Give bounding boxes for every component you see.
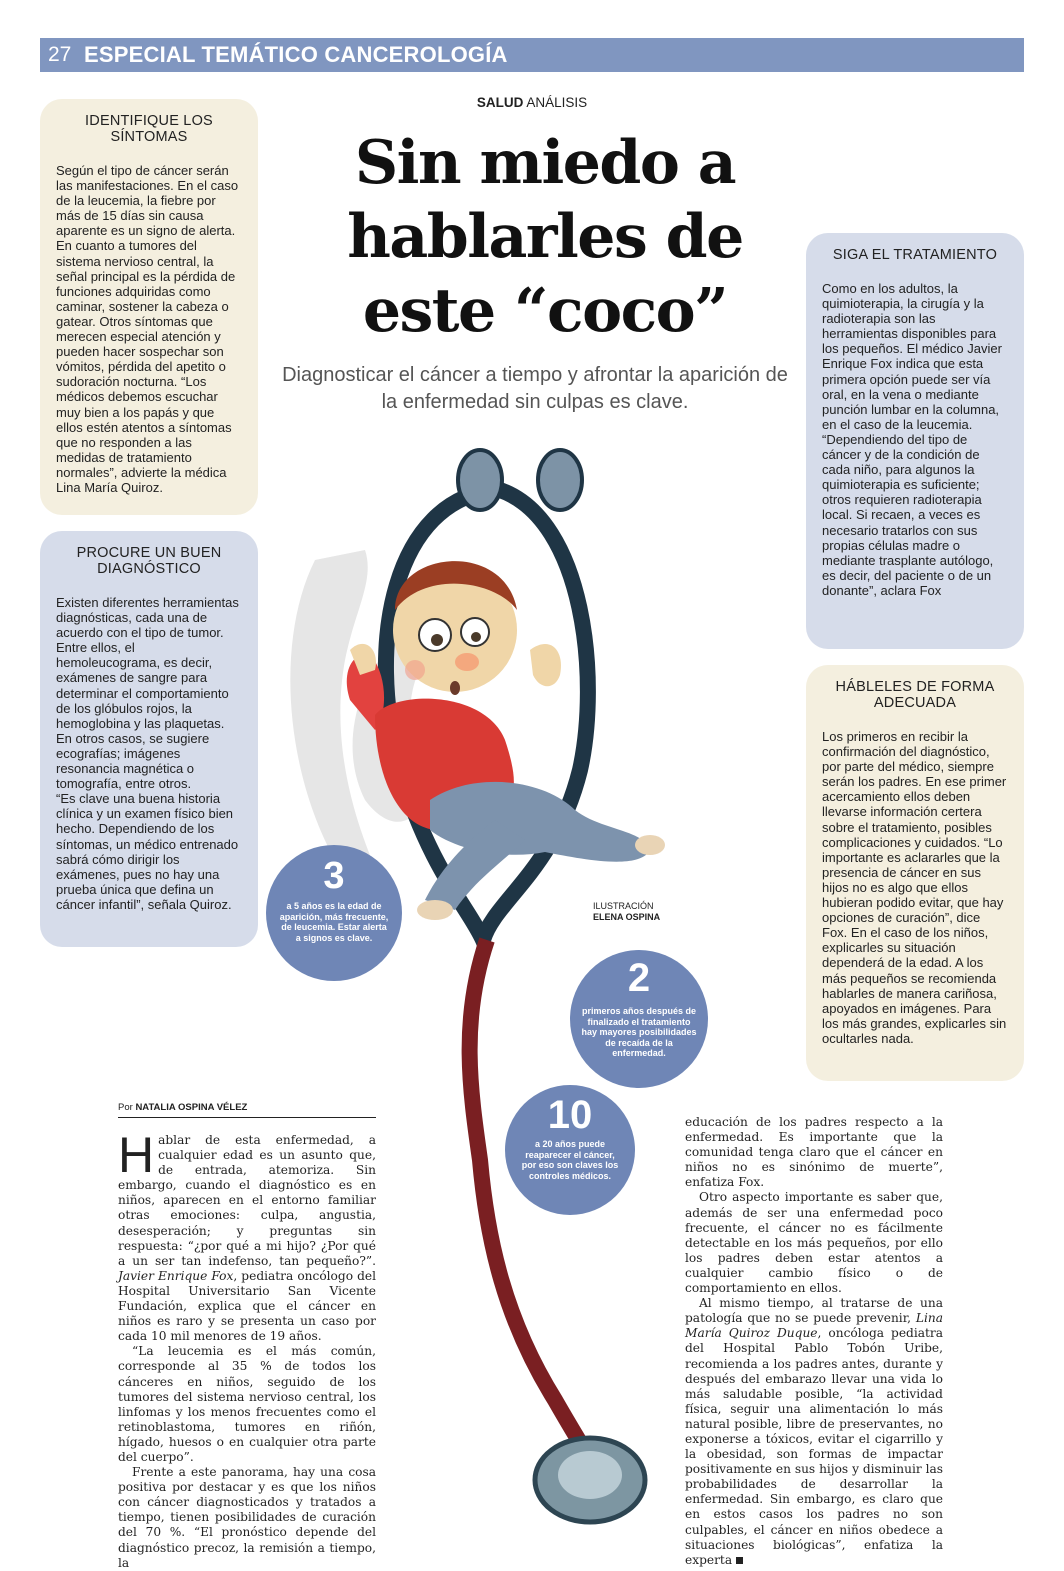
headline-line: este “coco”: [362, 276, 728, 346]
stat-number: 2: [627, 956, 651, 1000]
stat-number: 3: [323, 855, 345, 897]
stat-bubble-10: [505, 1085, 635, 1215]
kicker-section: SALUD: [476, 95, 524, 110]
credit-name: ELENA OSPINA: [593, 912, 661, 922]
byline-rule: [118, 1117, 376, 1118]
headline-line: hablarles de: [347, 202, 743, 272]
byline: [118, 1102, 247, 1113]
stat-bubble-3: [266, 845, 402, 981]
article-paragraph: [118, 1127, 376, 1344]
headline: [300, 126, 790, 348]
boy-foot: [417, 900, 453, 920]
boy-pupil: [431, 634, 443, 646]
sidebar-title: SIGA EL TRATAMIENTO: [832, 247, 998, 263]
sidebar-text: Los primeros en recibir la confirmación del diagnóstico, por parte del médico, siempre serán los padres. En ese primer acercamiento ellos deben llevarse información certera sobre el tratamiento, posibles complicaciones y cuidados. “Lo importante es aclararles que la presencia de cáncer en sus hijos no es algo que ellos hubieran podido evitar, que hay opciones de curación”, dice Fox. En el caso de los niños, explicarles su situación dependerá de la edad. A los más pequeños se recomienda hablarles de manera cariñosa, apoyados en imágenes. Para los más grandes, explicarles sin ocultarles nada.: [822, 729, 1007, 1046]
article-paragraph: [685, 1296, 943, 1568]
stat-bubble-2: [570, 950, 708, 1088]
page-number: 27: [48, 43, 72, 66]
article-column-left: [118, 1127, 376, 1571]
boy-nose: [455, 653, 479, 671]
byline-prefix: Por: [118, 1102, 133, 1113]
article-person-name: Lina María Quiroz Duque: [685, 1311, 943, 1341]
boy-pupil: [471, 632, 481, 642]
kicker: [0, 95, 1064, 110]
end-mark-icon: [736, 1557, 743, 1564]
sidebar-siga-tratamiento: [806, 233, 1024, 649]
sidebar-title: IDENTIFIQUE LOS SÍNTOMAS: [85, 113, 213, 145]
boy-mouth: [450, 681, 460, 695]
sidebar-text: “Es clave una buena historia clínica y un examen físico bien hecho. Dependiendo de los síntomas, un médico entrenado sabrá cómo dirigir los exámenes, pues no hay una prueba única que defina un cáncer infantil”, señala Quiroz.: [56, 791, 239, 912]
article-person-name: Javier Enrique Fox: [118, 1268, 234, 1283]
credit-label: ILUSTRACIÓN: [593, 901, 654, 911]
sidebar-identifique-sintomas: [40, 99, 258, 515]
kicker-label: ANÁLISIS: [526, 95, 588, 110]
headline-line: Sin miedo a: [354, 128, 736, 198]
article-column-right: [685, 1115, 943, 1568]
dropcap: H: [118, 1127, 155, 1183]
stethoscope-earpiece-right: [538, 450, 582, 510]
article-text: ablar de esta enfermedad, a cualquier edad es un asunto que, de entrada, atemoriza. Sin embargo, cuando el diagnóstico es en niños, aparecen en el entorno familiar otras emociones: culpa, angustia, desesperación; y preguntas sin respuesta: “¿por qué a mi hijo? ¿Por qué a un ser tan indefenso, tan pequeño?”.: [118, 1133, 376, 1268]
sidebar-text: Existen diferentes herramientas diagnósticas, cada una de acuerdo con el tipo de tumor. Entre ellos, el hemoleucograma, es decir, exámenes de sangre para determinar el comportamiento de los glóbulos rojos, la hemoglobina y las plaquetas. En otros casos, se sugiere ecografías; imágenes resonancia magnética o tomografía, entre otros.: [56, 595, 239, 792]
boy-cheek: [405, 660, 425, 680]
sidebar-hableles-forma-adecuada: [806, 665, 1024, 1081]
stat-text: primeros años después de finalizado el tratamiento hay mayores posibilidades de recaída de la enfermedad.: [581, 1006, 697, 1058]
byline-author: NATALIA OSPINA VÉLEZ: [135, 1102, 248, 1113]
sidebar-text: Como en los adultos, la quimioterapia, la cirugía y la radioterapia son las herramientas disponibles para los pequeños. El médico Javier Enrique Fox indica que esta primera opción puede ser vía oral, en la vena o mediante punción lumbar en la columna, en el caso de la leucemia. “Dependiendo del tipo de cáncer y de la condición de cada niño, para algunos la quimioterapia es suficiente; otros requieren radioterapia local. Si recaen, a veces es necesario tratarlos con sus propias células madre o mediante trasplante autólogo, es decir, del paciente o de un donante”, aclara Fox: [822, 281, 1002, 598]
stethoscope-earpiece-left: [458, 450, 502, 510]
article-paragraph: educación de los padres respecto a la enfermedad. Es importante que la comunidad tenga claro que el cáncer en niños no es sinónimo de muerte”, enfatiza Fox.: [685, 1115, 943, 1190]
stat-text: a 5 años es la edad de aparición, más frecuente, de leucemia. Estar alerta a signos es clave.: [279, 901, 389, 943]
subhead: Diagnosticar el cáncer a tiempo y afrontar la aparición de la enfermedad sin culpas es clave.: [282, 364, 788, 413]
article-text: , oncóloga pediatra del Hospital Pablo Tobón Uribe, recomienda a los padres antes, durante y después del embarazo llevar una vida lo más saludable posible, “la actividad física, seguir una alimentación lo más natural posible, libre de preservantes, no exponerse a tóxicos, evitar el cigarrillo y la obesidad, son formas de impactar positivamente en sus hijos y disminuir las probabilidades de desarrollar la enfermedad. Sin embargo, es claro que en estos casos los padres no son culpables, el cáncer en niños obedece a situaciones biológicas”, enfatiza la experta: [685, 1326, 944, 1567]
article-paragraph: Frente a este panorama, hay una cosa positiva por destacar y es que los niños con cáncer diagnosticados y tratados a tiempo, tienen posibilidades de curación del 70 %. “El pronóstico depende del diagnóstico precoz, la remisión a tiempo, la: [118, 1465, 376, 1570]
article-text: Al mismo tiempo, al tratarse de una patología que no se puede prevenir,: [685, 1296, 943, 1326]
sidebar-procure-diagnostico: [40, 531, 258, 947]
illustration-credit: [593, 901, 660, 923]
sidebar-title: HÁBLELES DE FORMA ADECUADA: [835, 679, 995, 711]
article-paragraph: Otro aspecto importante es saber que, además de ser una enfermedad poco frecuente, el cáncer no es fácilmente detectable en los más pequeños, por ello los padres deben estar atentos a cualquier cambio físico o de comportamiento en ellos.: [685, 1190, 943, 1296]
article-text: , pediatra oncólogo del Hospital Universitario San Vicente Fundación, explica que el cáncer en niños es raro y se presenta un caso por cada 10 mil menores de 19 años.: [118, 1268, 376, 1344]
sidebar-title: PROCURE UN BUEN DIAGNÓSTICO: [76, 545, 222, 577]
stat-number: 10: [547, 1093, 593, 1137]
stat-text: a 20 años puede reaparecer el cáncer, por eso son claves los controles médicos.: [521, 1139, 619, 1181]
article-paragraph: “La leucemia es el más común, corresponde al 35 % de todos los cánceres en niños, seguido de los tumores del sistema nervioso central, los linfomas y los menos frecuentes como el retinoblastoma, tumores en riñón, hígado, huesos o en cualquier otra parte del cuerpo”.: [118, 1344, 376, 1464]
section-title: ESPECIAL TEMÁTICO CANCEROLOGÍA: [84, 42, 508, 67]
stethoscope-diaphragm: [558, 1451, 622, 1499]
sidebar-text: Según el tipo de cáncer serán las manifestaciones. En el caso de la leucemia, la fiebre por más de 15 días sin causa aparente es un signo de alerta. En cuanto a tumores del sistema nervioso central, la señal principal es la pérdida de funciones adquiridas como caminar, sostener la cabeza o gatear. Otros síntomas que merecen especial atención y pueden hacer sospechar son vómitos, pérdida del apetito o sudoración nocturna. “Los médicos debemos escuchar muy bien a los papás y que ellos estén atentos a síntomas que no responden a las medidas de tratamiento normales”, advierte la médica Lina María Quiroz.: [56, 163, 239, 495]
boy-foot: [635, 835, 665, 855]
boy-right-hand: [530, 644, 561, 686]
